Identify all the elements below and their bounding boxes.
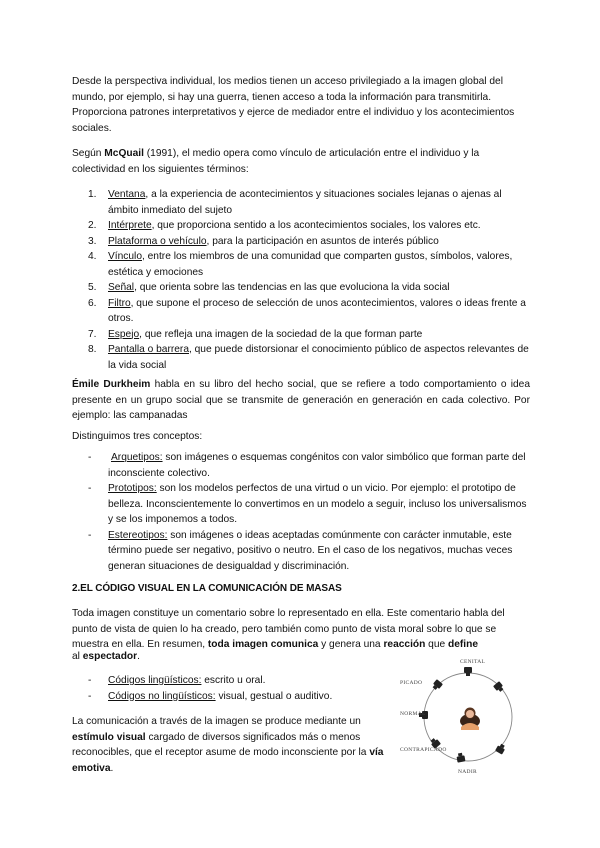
paragraph-mcquail [72,146,530,177]
codes-list [88,673,388,704]
list-number: 7. [88,328,97,340]
term: Plataforma o vehículo [108,235,207,247]
text-fragment: al [72,651,83,662]
term: Vínculo [108,251,142,262]
term-description: , a la experiencia de acontecimientos y situaciones sociales lejanas o ajenas al ámbito inmediato del sujeto [108,189,502,216]
list-number: 5. [88,282,97,293]
bold-fragment: vía emotiva [72,747,384,774]
term-description: escrito u oral. [201,675,266,686]
list-item [88,689,388,705]
author-name: Émile Durkheim [72,379,151,390]
camera-icon [493,681,505,693]
list-number: 2. [88,220,97,231]
text-fragment: habla en su libro del hecho social, que se refiere a todo comportamiento o idea presente en un grupo social que se transmite de generación en generación en cada colectivo. Por ejemplo: las campanadas [72,379,530,421]
list-number: 6. [88,297,97,309]
list-item [88,450,530,481]
term-description: son imágenes o esquemas congénitos con valor simbólico que forman parte del inconsciente colectivo. [108,452,526,479]
list-dash: - [88,675,92,686]
list-dash: - [88,690,92,702]
list-item [88,528,530,575]
list-item [88,280,530,296]
mcquail-terms-list [88,187,530,373]
text-fragment: (1991), el medio opera como vínculo de articulación entre el individuo y la colectividad en los siguientes términos: [72,148,480,175]
paragraph-text: Distinguimos tres conceptos: [72,431,203,442]
text-fragment: y genera una [318,639,384,650]
term: Arquetipos: [111,452,163,463]
list-item [88,187,530,218]
camera-icon [431,679,443,691]
term-description: , que puede distorsionar el conocimiento público de aspectos relevantes de la vida social [108,344,529,371]
label-nadir: NADIR [458,769,477,775]
list-item [88,296,530,327]
paragraph-visual-code [72,606,530,653]
camera-icon [456,752,465,762]
text-fragment: La comunicación a través de la imagen se produce mediante un [72,716,361,727]
list-item [88,673,388,689]
bold-fragment: toda imagen comunica [207,639,319,650]
term-description: , entre los miembros de una comunidad que comparten gustos, símbolos, valores, estética y emociones [108,251,513,278]
text-fragment: . [110,762,114,774]
bold-fragment: define [448,639,479,650]
list-dash: - [88,483,92,494]
term-description: , que proporciona sentido a los acontecimientos sociales, los valores etc. [151,220,481,231]
term-description: , para la participación en asuntos de interés público [206,235,439,247]
term: Filtro [108,297,131,309]
list-number: 3. [88,235,97,247]
label-contrapicado: CONTRAPICADO [400,747,447,753]
term-description: son imágenes o ideas aceptadas comúnmente con carácter inmutable, este término puede ser negativo, positivo o neutro. En el caso de los negativos, muchas veces generan situaciones de desigualdad y discriminación. [108,529,513,572]
person-figure [460,708,480,731]
list-item [88,327,530,343]
list-number: 8. [88,344,97,355]
list-item [88,481,530,528]
term-description: , que orienta sobre las tendencias en las que evoluciona la vida social [134,282,450,293]
paragraph-media-perspective [72,74,530,136]
term-description: visual, gestual o auditivo. [215,690,333,702]
term: Códigos no lingüísticos: [108,690,216,702]
list-item [88,249,530,280]
author-name: McQuail [104,148,144,159]
text-fragment: cargado de diversos significados más o menos reconocibles, que el receptor asume de modo inconsciente por la [72,731,370,758]
term: Intérprete [108,220,152,231]
term: Ventana [108,189,146,200]
term-description: , que supone el proceso de selección de unos acontecimientos, valores o ideas frente a otros. [108,297,526,324]
bold-fragment: estímulo visual [72,731,146,743]
paragraph-visual-stimulus [72,714,397,776]
list-dash: - [88,529,92,541]
list-item [88,234,530,250]
list-item [88,342,530,373]
list-number: 4. [88,251,97,262]
term: Espejo [108,328,140,340]
list-number: 1. [88,189,97,200]
paragraph-text: Desde la perspectiva individual, los medios tienen un acceso privilegiado a la imagen global del mundo, por ejemplo, si hay una guerra, tienen acceso a toda la información para transmitirla. Proporciona patrones interpretativos y ejerce de mediador entre el individuo y los acontecimientos sociales. [72,76,515,134]
text-fragment: que [425,639,449,650]
section-heading: 2.EL CÓDIGO VISUAL EN LA COMUNICACIÓN DE MASAS [72,583,342,594]
paragraph-three-concepts [72,429,530,445]
bold-fragment: espectador [82,651,138,662]
label-normal: NORMAL [400,711,426,717]
concepts-list [88,450,530,574]
text-fragment: Según [72,148,105,159]
camera-icon [464,667,472,676]
camera-angles-diagram [400,655,530,775]
term: Códigos lingüísticos: [108,675,202,686]
label-cenital: CENITAL [460,659,486,665]
text-fragment: Toda imagen constituye un comentario sobre lo representado en ella. Este comentario habla del punto de vista de quien lo ha creado, pero también como punto de vista moral sobre lo que se muestra en ella. En resumen, [72,608,505,650]
term-description: , que refleja una imagen de la sociedad de la que forman parte [139,328,423,340]
term: Pantalla o barrera [108,344,189,355]
label-picado: PICADO [400,680,423,686]
text-fragment: . [137,651,140,662]
camera-icon [495,743,506,755]
bold-fragment: reacción [383,639,426,650]
term: Estereotipos: [108,529,168,541]
term-description: son los modelos perfectos de una virtud o un vicio. Por ejemplo: el prototipo de belleza. Inconscientemente lo convertimos en un modelo a seguir, incluso los universalismos y se los imponemos a todos. [108,483,527,525]
term: Prototipos: [108,483,157,494]
paragraph-durkheim [72,377,530,424]
list-item [88,218,530,234]
term: Señal [108,282,135,293]
list-dash: - [88,452,92,463]
